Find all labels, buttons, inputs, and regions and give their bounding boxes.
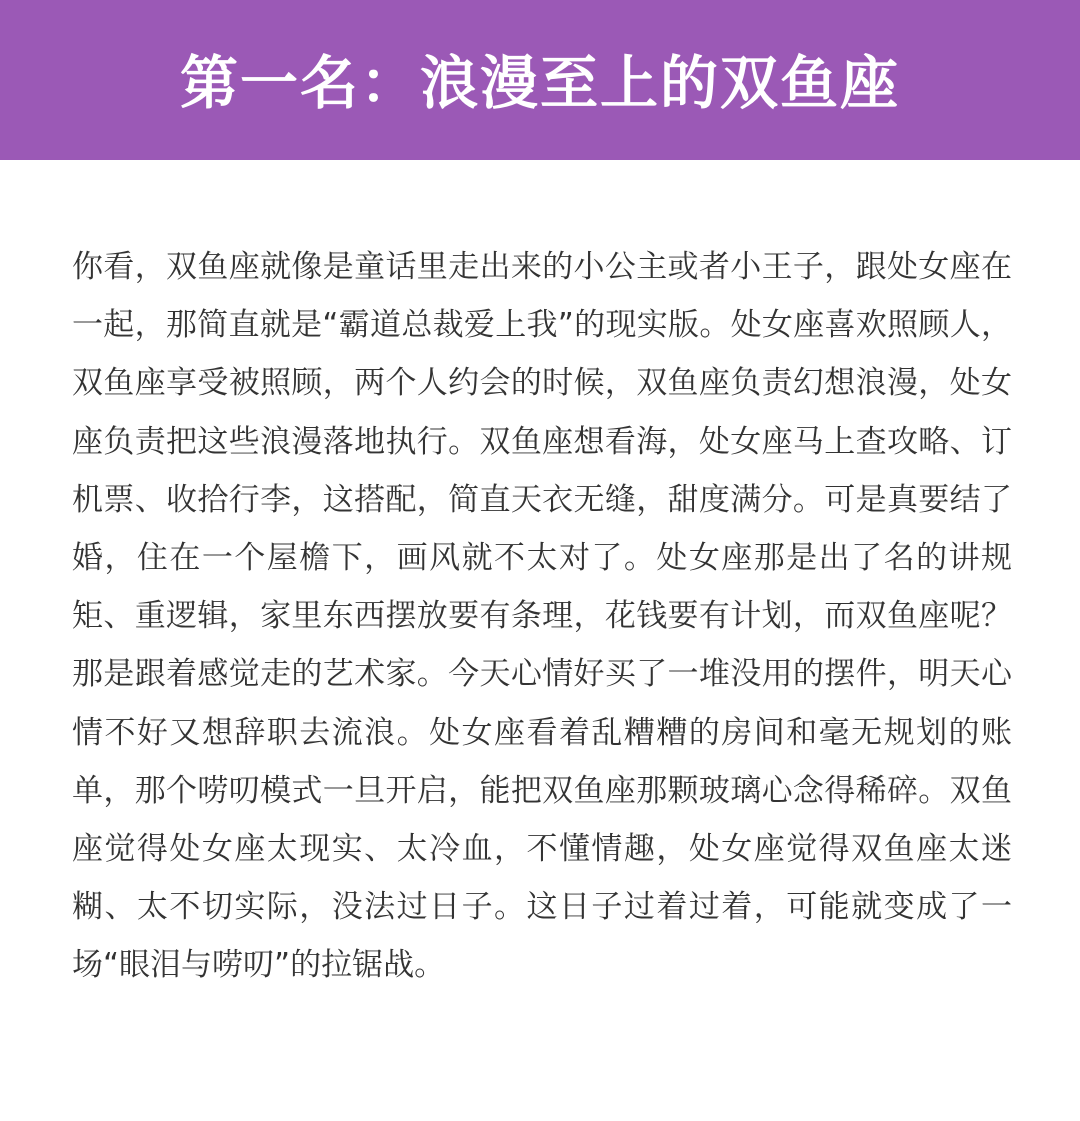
article-paragraph: 你看，双鱼座就像是童话里走出来的小公主或者小王子，跟处女座在一起，那简直就是“霸道总裁爱上我”的现实版。处女座喜欢照顾人，双鱼座享受被照顾，两个人约会的时候，双鱼座负责幻想浪漫，处女座负责把这些浪漫落地执行。双鱼座想看海，处女座马上查攻略、订机票、收拾行李，这搭配，简直天衣无缝，甜度满分。可是真要结了婚，住在一个屋檐下，画风就不太对了。处女座那是出了名的讲规矩、重逻辑，家里东西摆放要有条理，花钱要有计划，而双鱼座呢？那是跟着感觉走的艺术家。今天心情好买了一堆没用的摆件，明天心情不好又想辞职去流浪。处女座看着乱糟糟的房间和毫无规划的账单，那个唠叨模式一旦开启，能把双鱼座那颗玻璃心念得稀碎。双鱼座觉得处女座太现实、太冷血，不懂情趣，处女座觉得双鱼座太迷糊、太不切实际，没法过日子。这日子过着过着，可能就变成了一场“眼泪与唠叨”的拉锯战。 (72, 249, 1012, 984)
title-banner (0, 0, 1080, 160)
page-title: 第一名：浪漫至上的双鱼座 (179, 49, 900, 117)
